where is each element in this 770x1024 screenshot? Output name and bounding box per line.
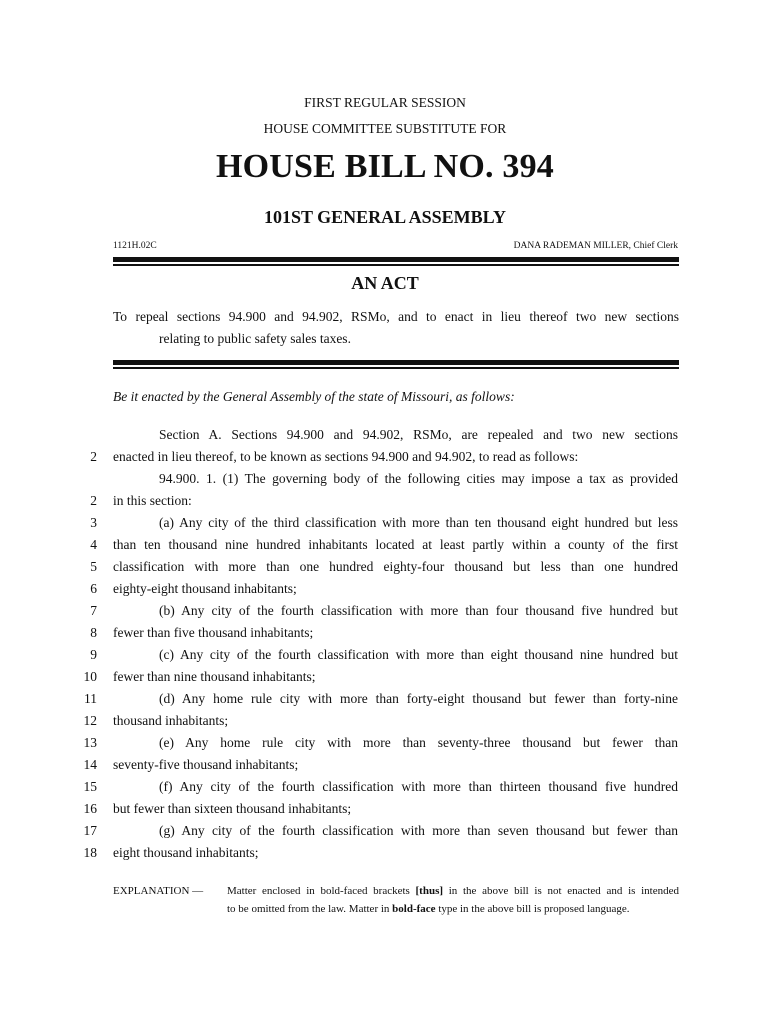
line-text: fewer than nine thousand inhabitants;: [113, 669, 316, 684]
line-number: 2: [90, 493, 97, 508]
line-number: 7: [90, 603, 97, 618]
bill-line: [0, 556, 770, 578]
bill-line: [0, 534, 770, 556]
line-text: (b) Any city of the fourth classification with more than four thousand five hundred but: [159, 603, 678, 618]
line-text: (f) Any city of the fourth classification with more than thirteen thousand five hundred: [159, 779, 678, 794]
bill-line: [0, 578, 770, 600]
summary-rule-thick: [113, 360, 679, 365]
enacting-clause: Be it enacted by the General Assembly of the state of Missouri, as follows:: [113, 389, 515, 404]
clerk-name: DANA RADEMAN MILLER, Chief Clerk: [513, 241, 678, 251]
act-heading: AN ACT: [351, 273, 419, 293]
line-text: eighty-eight thousand inhabitants;: [113, 581, 297, 596]
bill-line: [0, 666, 770, 688]
line-number: 5: [90, 559, 97, 574]
bill-line: [0, 776, 770, 798]
boldface-example: bold-face: [392, 903, 436, 915]
line-text: thousand inhabitants;: [113, 713, 229, 728]
line-text: seventy-five thousand inhabitants;: [113, 757, 299, 772]
line-number: 2: [90, 449, 97, 464]
line-text: classification with more than one hundred eighty-four thousand but less than one hundred: [113, 559, 678, 574]
line-number: 3: [90, 515, 97, 530]
line-number: 17: [83, 823, 97, 838]
line-text: (a) Any city of the third classification with more than ten thousand eight hundred but less: [159, 515, 678, 530]
bill-line: [0, 842, 770, 864]
explanation-line-2: to be omitted from the law. Matter in bold-face type in the above bill is proposed language.: [227, 903, 630, 915]
line-text: (g) Any city of the fourth classification with more than seven thousand but fewer than: [159, 823, 678, 838]
bill-line: [0, 446, 770, 468]
bill-line: [0, 732, 770, 754]
substitute-label: HOUSE COMMITTEE SUBSTITUTE FOR: [263, 121, 507, 136]
session-label: FIRST REGULAR SESSION: [304, 95, 466, 110]
bill-line: [0, 600, 770, 622]
line-text: (c) Any city of the fourth classification with more than eight thousand nine hundred but: [159, 647, 678, 662]
bill-line: [0, 798, 770, 820]
bill-line: [0, 820, 770, 842]
line-number: 6: [90, 581, 97, 596]
header-rule-thick: [113, 257, 679, 262]
bill-line: [0, 468, 770, 490]
line-number: 12: [83, 713, 97, 728]
line-text: 94.900. 1. (1) The governing body of the following cities may impose a tax as provided: [159, 471, 678, 486]
line-text: (d) Any home rule city with more than forty-eight thousand but fewer than forty-nine: [159, 691, 678, 706]
bill-line: [0, 490, 770, 512]
summary-rule-thin: [113, 367, 679, 369]
line-number: 13: [83, 735, 97, 750]
line-text: eight thousand inhabitants;: [113, 845, 259, 860]
act-summary: [113, 306, 679, 350]
line-number: 18: [83, 845, 97, 860]
bill-title: HOUSE BILL NO. 394: [215, 148, 555, 185]
line-number: 8: [90, 625, 97, 640]
bill-line: [0, 688, 770, 710]
line-text: in this section:: [113, 493, 192, 508]
meta-row: [113, 241, 678, 251]
bill-line: [0, 644, 770, 666]
line-text: Section A. Sections 94.900 and 94.902, RSMo, are repealed and two new sections: [159, 427, 678, 442]
line-number: 11: [84, 691, 97, 706]
line-number: 15: [83, 779, 97, 794]
summary-line-2: relating to public safety sales taxes.: [159, 331, 351, 346]
bill-line: [0, 512, 770, 534]
header-rule-thin: [113, 264, 679, 266]
bill-line: [0, 710, 770, 732]
explanation-text: [227, 882, 679, 918]
line-text: than ten thousand nine hundred inhabitants located at least partly within a county of the first: [113, 537, 678, 552]
bill-line: [0, 622, 770, 644]
line-number: 4: [90, 537, 97, 552]
explanation-line-1: Matter enclosed in bold-faced brackets [thus] in the above bill is not enacted and is intended: [227, 885, 679, 897]
bracket-example: [thus]: [415, 885, 444, 897]
line-text: enacted in lieu thereof, to be known as sections 94.900 and 94.902, to read as follows:: [113, 449, 579, 464]
doc-code: 1121H.02C: [113, 241, 157, 251]
line-text: (e) Any home rule city with more than seventy-three thousand but fewer than: [159, 735, 678, 750]
line-text: fewer than five thousand inhabitants;: [113, 625, 314, 640]
line-number: 16: [83, 801, 97, 816]
explanation-label: EXPLANATION —: [113, 885, 204, 897]
line-number: 9: [90, 647, 97, 662]
line-number: 14: [83, 757, 97, 772]
line-number: 10: [83, 669, 97, 684]
summary-line-1: To repeal sections 94.900 and 94.902, RSMo, and to enact in lieu thereof two new sections: [113, 309, 679, 324]
line-text: but fewer than sixteen thousand inhabitants;: [113, 801, 352, 816]
bill-line: [0, 424, 770, 446]
bill-body: [0, 424, 770, 864]
bill-line: [0, 754, 770, 776]
assembly-label: 101ST GENERAL ASSEMBLY: [263, 207, 507, 227]
